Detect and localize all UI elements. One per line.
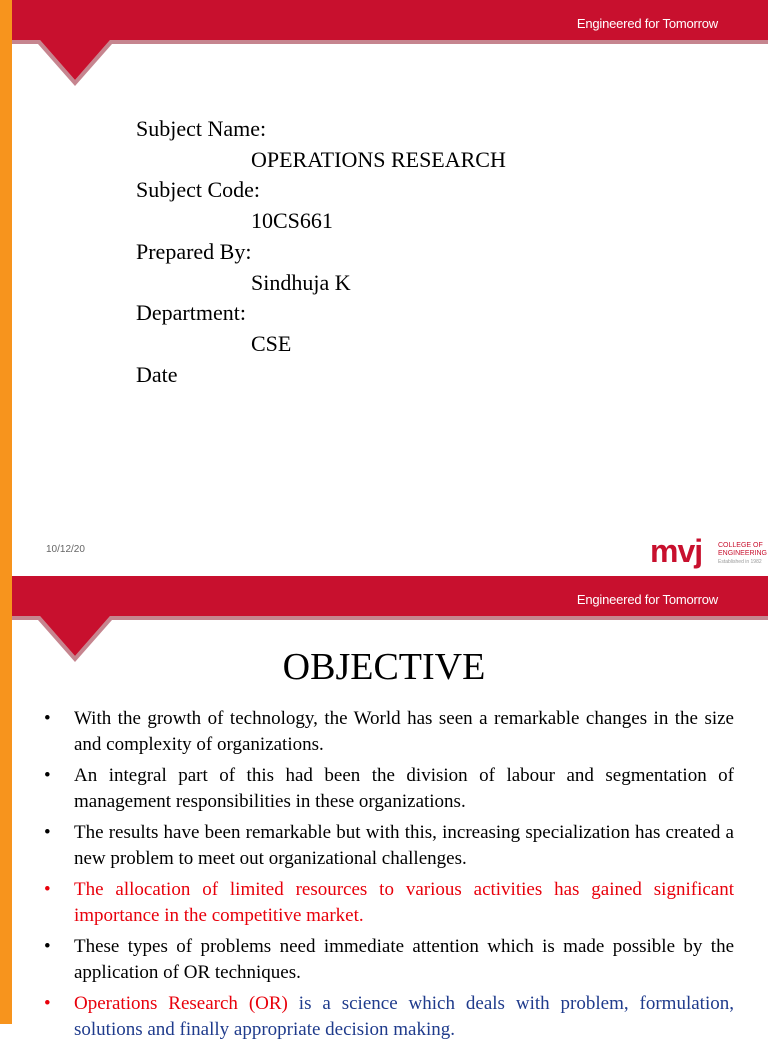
date-label: Date	[136, 361, 178, 387]
list-item	[44, 706, 734, 757]
logo-line-2: ENGINEERING	[718, 550, 768, 557]
list-item	[44, 877, 734, 928]
list-item	[44, 763, 734, 814]
or-definition: is a science which deals with problem, formulation, solutions and finally appropriate decision making.	[74, 993, 734, 1040]
objective-bullets	[44, 706, 734, 1048]
subject-name-label: Subject Name:	[136, 116, 267, 141]
bullet-icon: •	[44, 822, 51, 843]
list-item	[44, 991, 734, 1042]
subject-code-value: 10CS661	[251, 208, 333, 234]
bullet-text: An integral part of this had been the division of labour and segmentation of management responsibilities in these organizations.	[74, 765, 734, 812]
bullet-text: With the growth of technology, the World has seen a remarkable changes in the size and complexity of organizations.	[74, 708, 734, 755]
list-item	[44, 934, 734, 985]
logo-line-3: Established in 1982	[718, 559, 762, 565]
bullet-icon: •	[44, 936, 51, 957]
department-label: Department:	[136, 300, 246, 326]
bullet-icon: •	[44, 708, 51, 729]
bullet-text: These types of problems need immediate attention which is made possible by the application of OR techniques.	[74, 936, 734, 983]
logo-wordmark: mvj	[650, 533, 703, 569]
subject-info	[136, 114, 506, 390]
logo-line-1: COLLEGE OF	[718, 542, 763, 549]
list-item	[44, 820, 734, 871]
tagline: Engineered for Tomorrow	[576, 16, 718, 31]
bullet-icon: •	[44, 993, 51, 1014]
or-term: Operations Research (OR)	[74, 993, 288, 1014]
accent-bar	[0, 0, 12, 576]
slide-heading: OBJECTIVE	[282, 646, 486, 688]
tagline: Engineered for Tomorrow	[576, 592, 718, 607]
bullet-text: The results have been remarkable but with this, increasing specialization has created a new problem to meet out organizational challenges.	[74, 822, 734, 869]
subject-name-value: OPERATIONS RESEARCH	[251, 146, 506, 172]
prepared-by-value: Sindhuja K	[251, 269, 351, 295]
prepared-by-label: Prepared By:	[136, 238, 252, 264]
bullet-icon: •	[44, 879, 51, 900]
mvj-logo	[650, 530, 768, 576]
subject-code-label: Subject Code:	[136, 177, 261, 203]
bullet-icon: •	[44, 765, 51, 786]
footer-date: 10/12/20	[46, 544, 85, 555]
department-value: CSE	[251, 330, 292, 356]
header-banner	[0, 0, 768, 80]
bullet-text: The allocation of limited resources to various activities has gained significant importance in the competitive market.	[74, 879, 734, 926]
slide-objective	[0, 576, 768, 1040]
